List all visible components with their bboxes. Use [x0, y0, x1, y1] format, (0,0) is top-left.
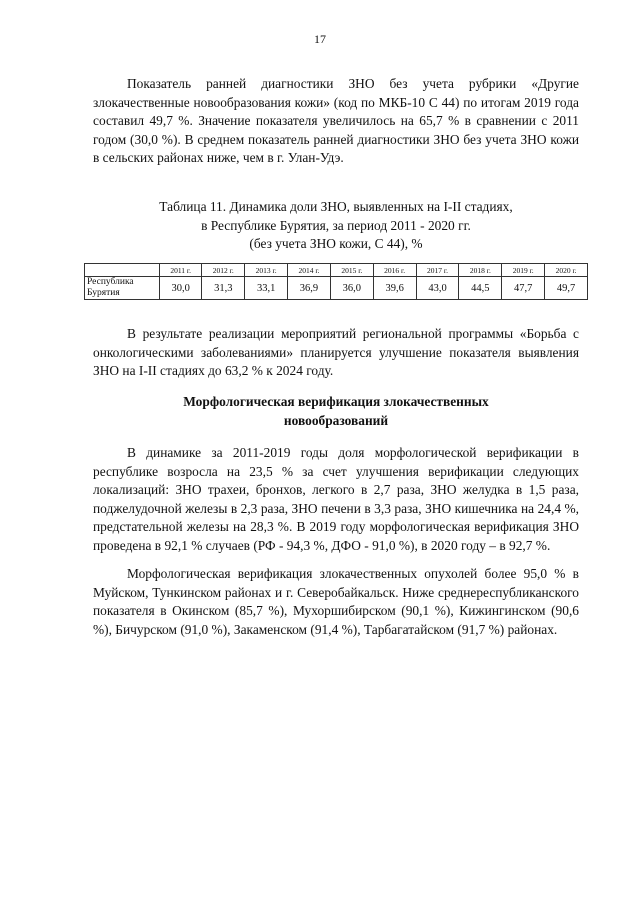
paragraph-program-goal: В результате реализации мероприятий региональной программы «Борьба с онкологическими заболеваниями» планируется улучшение показателя выявления ЗНО на I-II стадиях до 63,2 % к 2024 году. — [93, 326, 579, 379]
table-cell: 44,5 — [459, 277, 502, 300]
table-header-cell: 2017 г. — [416, 264, 459, 277]
table-row-label: Республика Бурятия — [85, 277, 160, 300]
table-header-cell — [85, 264, 160, 277]
table-caption — [93, 198, 579, 254]
table-header-cell: 2018 г. — [459, 264, 502, 277]
section-heading — [93, 393, 579, 430]
table-cell: 36,9 — [288, 277, 331, 300]
table-header-cell: 2012 г. — [202, 264, 245, 277]
table-cell: 33,1 — [245, 277, 288, 300]
table-cell: 39,6 — [373, 277, 416, 300]
table-caption-line-1: Таблица 11. Динамика доли ЗНО, выявленных на I-II стадиях, — [159, 199, 513, 214]
table-cell: 30,0 — [160, 277, 202, 300]
paragraph-verification-districts: Морфологическая верификация злокачественных опухолей более 95,0 % в Муйском, Тункинском районах и г. Северобайкальск. Ниже среднереспубликанского показателя в Окинском (85,7 %), Мухоршибирском (90,1 %), Кижингинском (90,6 %), Бичурском (91,0 %), Закаменском (91,4 %), Тарбагатайском (91,7 %) районах. — [93, 566, 579, 637]
table-header-cell: 2015 г. — [330, 264, 373, 277]
section-heading-line-2: новообразований — [283, 412, 389, 428]
table-cell: 36,0 — [330, 277, 373, 300]
table-header-row — [85, 264, 588, 277]
stage-detection-table — [84, 263, 588, 300]
table-header-cell: 2016 г. — [373, 264, 416, 277]
section-heading-line-1: Морфологическая верификация злокачественных — [183, 394, 489, 409]
table-header-cell: 2013 г. — [245, 264, 288, 277]
table-caption-line-2: в Республике Бурятия, за период 2011 - 2020 гг. — [201, 217, 471, 233]
table-caption-line-3: (без учета ЗНО кожи, С 44), % — [249, 236, 423, 252]
paragraph-early-diagnosis: Показатель ранней диагностики ЗНО без учета рубрики «Другие злокачественные новообразования кожи» (код по МКБ-10 С 44) по итогам 2019 года составил 49,7 %. Значение показателя увеличилось на 65,7 % в сравнении с 2011 годом (30,0 %). В среднем показатель ранней диагностики ЗНО без учета ЗНО кожи в сельских районах ниже, чем в г. Улан-Удэ. — [93, 76, 579, 166]
table-header-cell: 2014 г. — [288, 264, 331, 277]
table-cell: 31,3 — [202, 277, 245, 300]
paragraph-verification-dynamics: В динамике за 2011-2019 годы доля морфологической верификации в республике возросла на 23,5 % за счет улучшения верификации следующих локализаций: ЗНО трахеи, бронхов, легкого в 2,7 раза, ЗНО желудка в 1,5 раза, поджелудочной железы в 2,3 раза, ЗНО печени в 3,3 раза, ЗНО кишечника на 24,4 %, предстательной железы на 28,3 %. В 2019 году морфологическая верификация ЗНО проведена в 92,1 % случаев (РФ - 94,3 %, ДФО - 91,0 %), в 2020 году – в 92,7 %. — [93, 445, 579, 553]
table-header-cell: 2011 г. — [160, 264, 202, 277]
table-header-cell: 2020 г. — [545, 264, 588, 277]
table-cell: 49,7 — [545, 277, 588, 300]
table-row — [85, 277, 588, 300]
table-cell: 47,7 — [502, 277, 545, 300]
table-cell: 43,0 — [416, 277, 459, 300]
table-header-cell: 2019 г. — [502, 264, 545, 277]
page-number: 17 — [314, 32, 326, 46]
